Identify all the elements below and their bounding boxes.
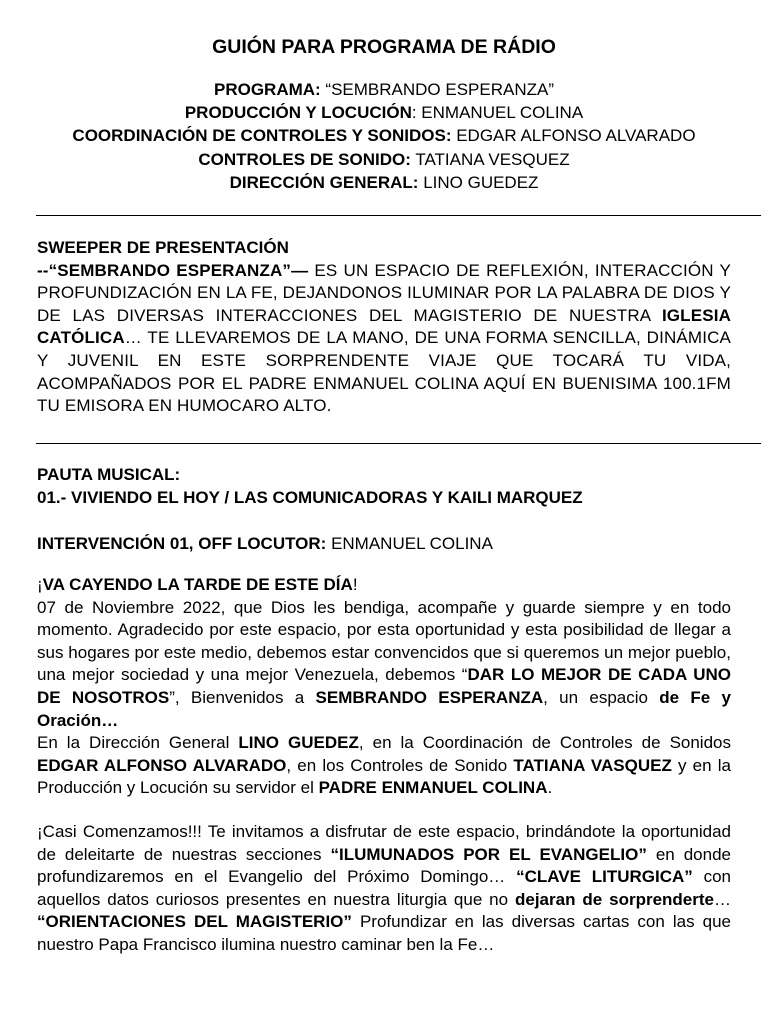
- script-body: [37, 574, 731, 800]
- meta-value: EDGAR ALFONSO ALVARADO: [451, 126, 696, 146]
- church-name: IGLESIA CATÓLICA: [37, 305, 731, 348]
- meta-label: PROGRAMA:: [213, 80, 321, 99]
- sweeper-heading: SWEEPER DE PRESENTACIÓN: [37, 238, 289, 257]
- paragraph-credits: En la Dirección General LINO GUEDEZ, en la Coordinación de Controles de Sonidos EDGAR ALFONSO ALVARADO, en los Controles de Sonido TATIANA VASQUEZ y en la Producción y Locución su servidor el PADRE ENMANUEL COLINA.: [37, 733, 731, 798]
- meta-value: TATIANA VESQUEZ: [410, 149, 570, 169]
- meta-program: [0, 78, 768, 101]
- intervention-line: [37, 533, 731, 556]
- paragraph-welcome: 07 de Noviembre 2022, que Dios les bendiga, acompañe y guarde siempre y en todo momento. Agradecido por este espacio, por esta oportunidad y esta posibilidad de llegar a sus hogares por este medio, debemos estar convencidos que si queremos un mejor pueblo, una mejor sociedad y una mejor Venezuela, debemos “DAR LO MEJOR DE CADA UNO DE NOSOTROS”, Bienvenidos a SEMBRANDO ESPERANZA, un espacio de Fe y Oración…: [37, 597, 731, 730]
- meta-direction: [0, 171, 768, 194]
- sweeper-text: --“SEMBRANDO ESPERANZA”— ES UN ESPACIO DE REFLEXIÓN, INTERACCIÓN Y PROFUNDIZACIÓN EN LA FE, DEJANDONOS ILUMINAR POR LA PALABRA DE DIOS Y DE LAS DIVERSAS INTERACCIONES DEL MAGISTERIO DE NUESTRA IGLESIA CATÓLICA… TE LLEVAREMOS DE LA MANO, DE UNA FORMA SENCILLA, DINÁMICA Y JUVENIL EN ESTE SORPRENDENTE VIAJE QUE TOCARÁ TU VIDA, ACOMPAÑADOS POR EL PADRE ENMANUEL COLINA AQUÍ EN BUENISIMA 100.1FM TU EMISORA EN HUMOCARO ALTO.: [37, 260, 731, 416]
- meta-coordination: [0, 124, 768, 147]
- program-metadata: [0, 78, 768, 194]
- program-name: --“SEMBRANDO ESPERANZA”—: [37, 260, 309, 280]
- meta-value: LINO GUEDEZ: [418, 172, 539, 192]
- intervention-label: INTERVENCIÓN 01, OFF LOCUTOR:: [37, 534, 327, 553]
- meta-value: “SEMBRANDO ESPERANZA”: [320, 80, 555, 99]
- music-heading: PAUTA MUSICAL:: [37, 465, 181, 484]
- document-title: GUIÓN PARA PROGRAMA DE RÁDIO: [212, 36, 556, 58]
- divider-line: [36, 443, 761, 444]
- meta-value: : ENMANUEL COLINA: [411, 103, 584, 123]
- music-section: [37, 464, 731, 509]
- meta-sound-controls: [0, 148, 768, 171]
- music-track: 01.- VIVIENDO EL HOY / LAS COMUNICADORAS Y KAILI MARQUEZ: [37, 487, 583, 507]
- intervention-value: ENMANUEL COLINA: [326, 534, 493, 553]
- meta-label: DIRECCIÓN GENERAL:: [229, 172, 419, 192]
- sweeper-section: [37, 237, 731, 418]
- divider-line: [36, 215, 761, 216]
- meta-label: PRODUCCIÓN Y LOCUCIÓN: [184, 103, 412, 123]
- meta-production: [0, 101, 768, 124]
- paragraph-sections: ¡Casi Comenzamos!!! Te invitamos a disfrutar de este espacio, brindándote la oportunidad de deleitarte de nuestras secciones “ILUMUNADOS POR EL EVANGELIO” en donde profundizaremos en el Evangelio del Próximo Domingo… “CLAVE LITURGICA” con aquellos datos curiosos presentes en nuestra liturgia que no dejaran de sorprenderte… “ORIENTACIONES DEL MAGISTERIO” Profundizar en las diversas cartas con las que nuestro Papa Francisco ilumina nuestro caminar ben la Fe…: [37, 822, 731, 954]
- greeting: ¡VA CAYENDO LA TARDE DE ESTE DÍA!: [37, 575, 358, 594]
- meta-label: CONTROLES DE SONIDO:: [198, 149, 411, 169]
- meta-label: COORDINACIÓN DE CONTROLES Y SONIDOS:: [72, 126, 452, 146]
